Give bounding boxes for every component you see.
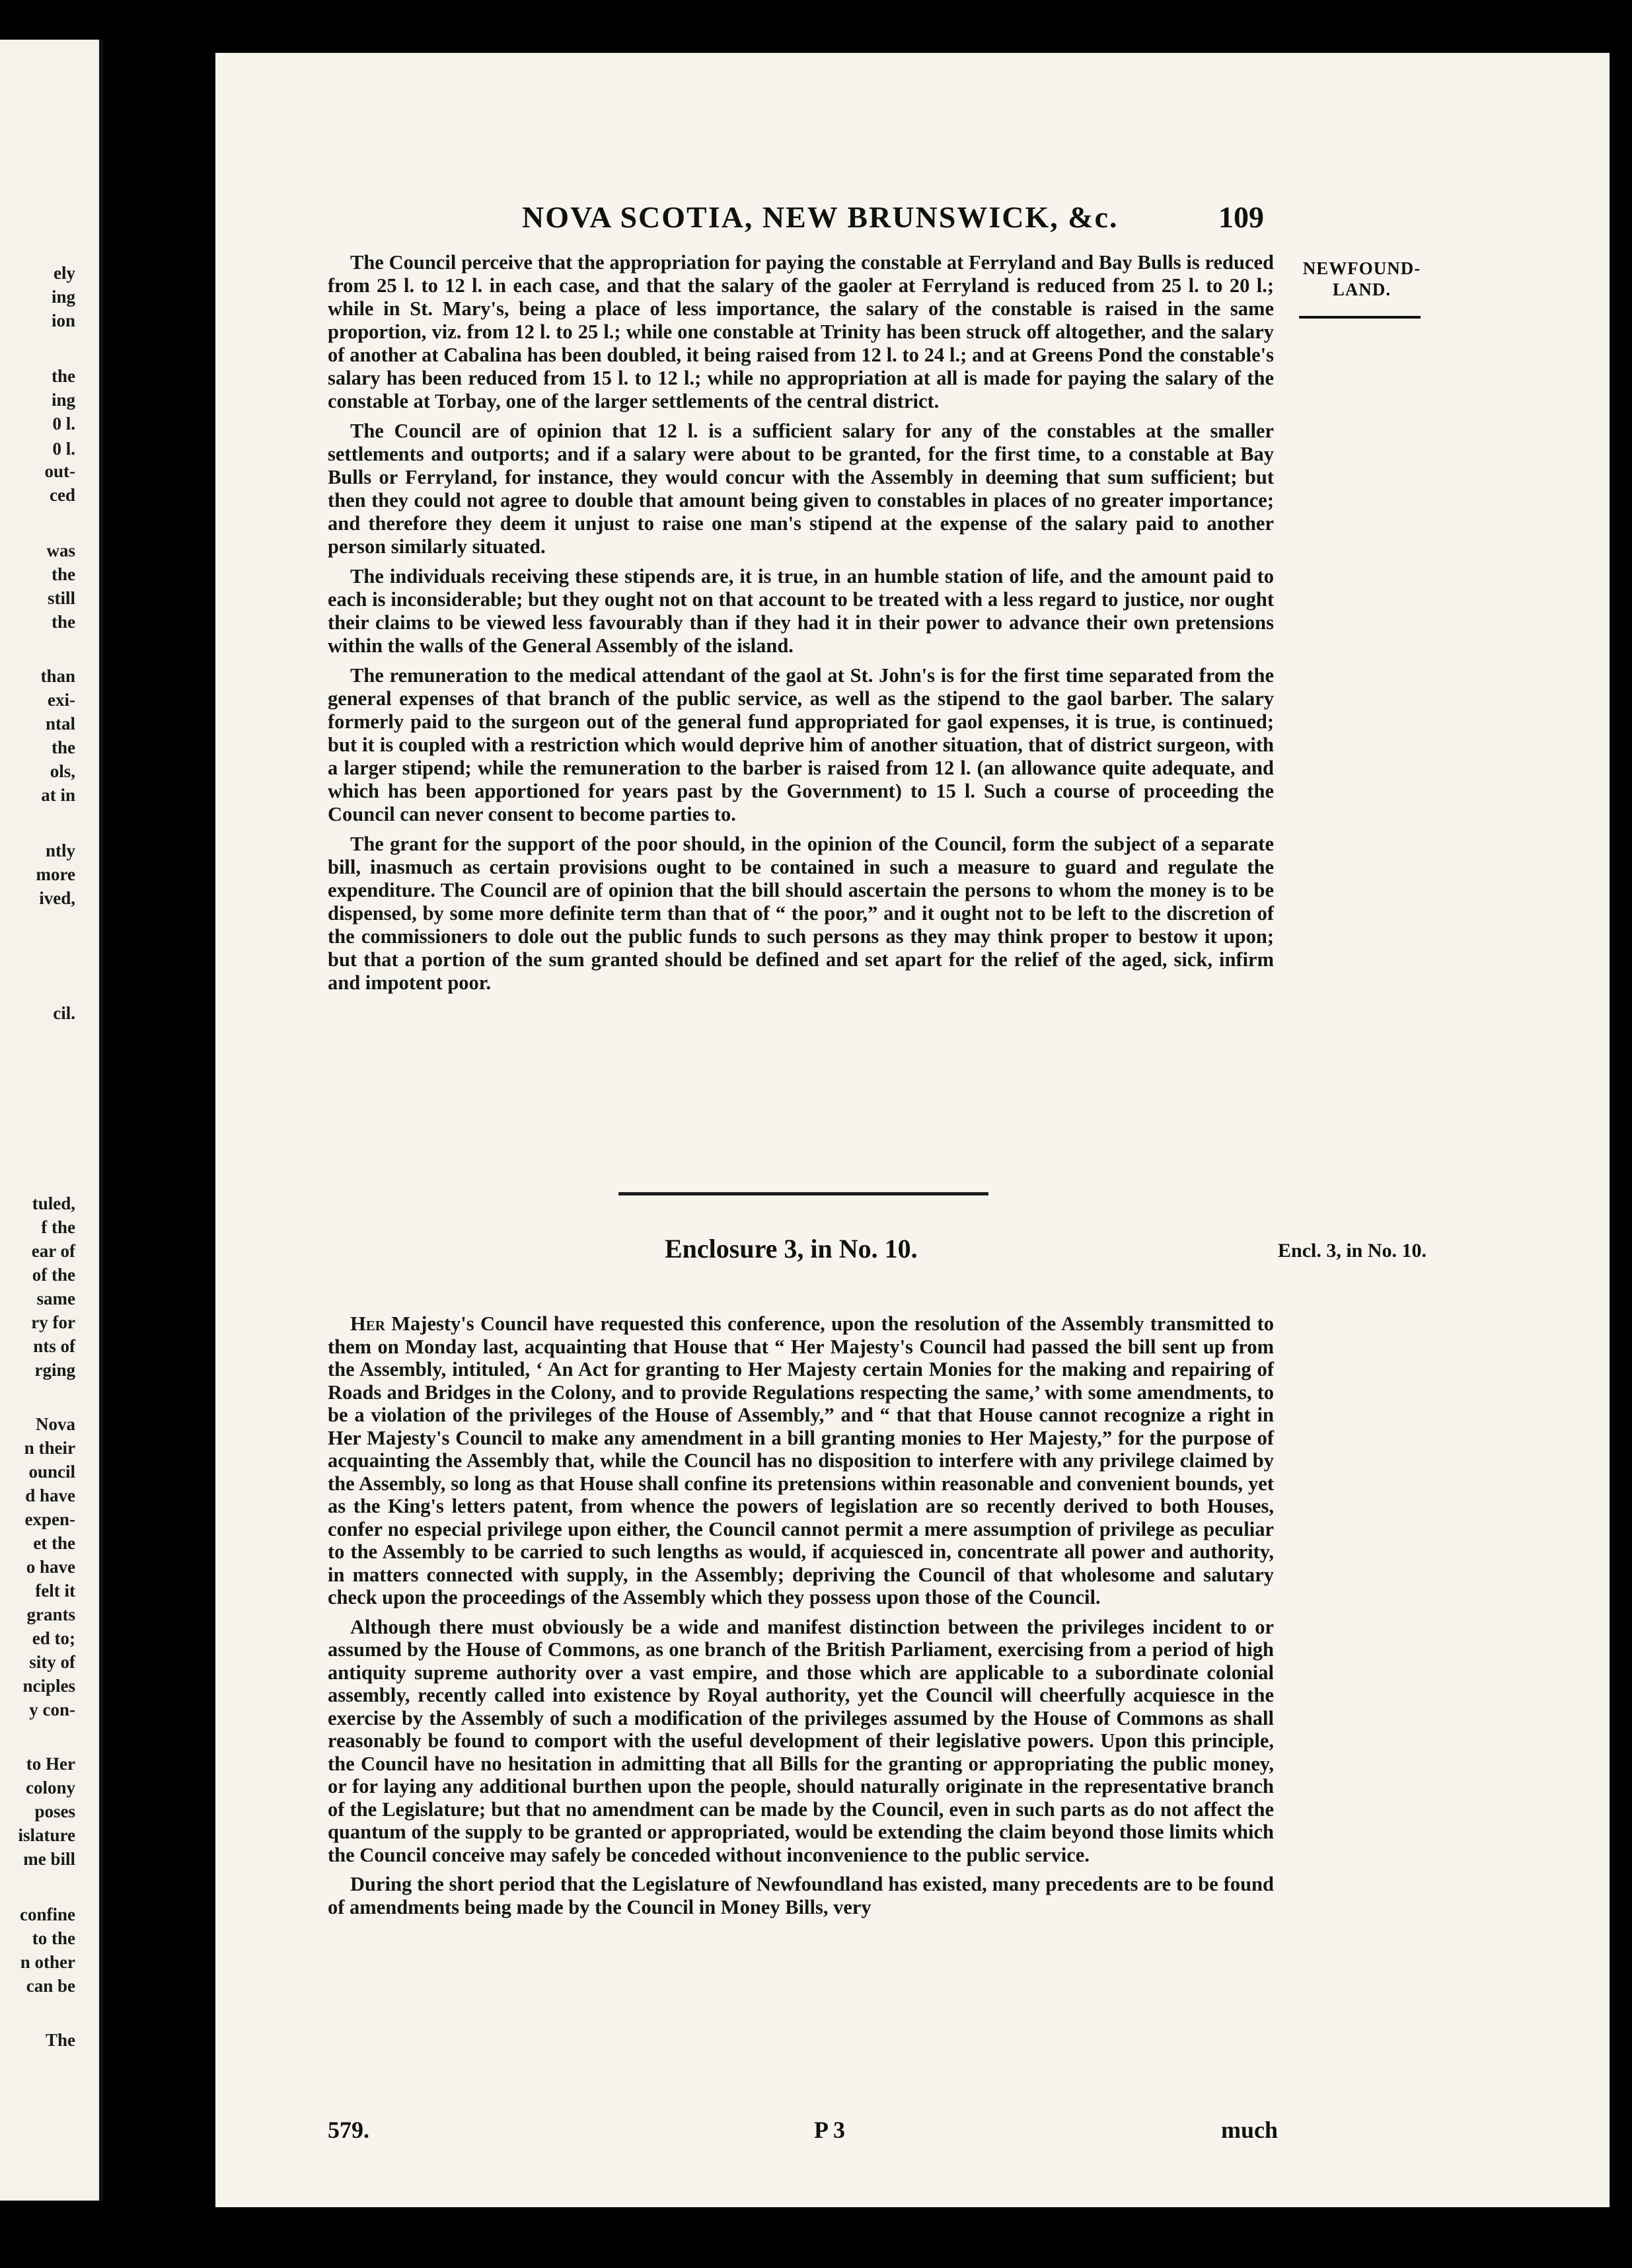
- adjacent-page-line: d have: [25, 1486, 75, 1505]
- adjacent-page-line: ion: [51, 311, 75, 330]
- adjacent-page-line: ely: [54, 263, 75, 283]
- paragraph: The remuneration to the medical attendant of the gaol at St. John's is for the first time separated from the general expenses of that branch of the public service, as well as the stipend to the gaol barber. The salary formerly paid to the surgeon out of the general fund appropriated for gaol expenses, it is true, is continued; but it is coupled with a restriction which would deprive him of another situation, that of district surgeon, with a larger stipend; while the remuneration to the barber is raised from 12 l. (an allowance quite adequate, and which has been apportioned for years past by the Government) to 15 l. Such a course of proceeding the Council can never consent to become parties to.: [328, 664, 1274, 825]
- adjacent-page-line: grants: [26, 1605, 75, 1624]
- adjacent-page-line: sity of: [29, 1652, 75, 1672]
- catchword: much: [1221, 2117, 1279, 2143]
- adjacent-page-line: of the: [32, 1265, 75, 1285]
- adjacent-page-line: colony: [25, 1778, 75, 1797]
- adjacent-page-line: n their: [24, 1438, 75, 1458]
- margin-label-rule: [1299, 316, 1421, 319]
- adjacent-page-fragment: [0, 40, 103, 2201]
- adjacent-page-line: out-: [44, 461, 75, 481]
- adjacent-page-line: exi-: [48, 690, 75, 710]
- paragraph-text: Majesty's Council have requested this conference, upon the resolution of the Assembly transmitted to them on Monday last, acquainting that House that “ Her Majesty's Council had passed the bill sent up from the Assembly, intituled, ‘ An Act for granting to Her Majesty certain Monies for the making and repairing of Roads and Bridges in the Colony, and to provide Regulations respecting the same,’ with some amendments, to be a violation of the privileges of the House of Assembly,” and “ that that House cannot recognize a right in Her Majesty's Council to make any amendment in a bill granting monies to Her Majesty,” for the purpose of acquainting the Assembly that, while the Council has no disposition to interfere with any privilege claimed by the Assembly, so long as that House shall confine its pretensions within reasonable and convenient bounds, yet as the King's letters patent, from whence the powers of legislation are so recently derived to both Houses, confer no especial privilege upon either, the Council cannot permit a mere assumption of privilege as peculiar to the Assembly to be carried to such lengths as would, if acquiesced in, concentrate all power and authority, in matters connected with supply, in the Assembly; depriving the Council of that wholesome and salutary check upon the proceedings of the Assembly which they possess upon those of the Council.: [328, 1312, 1274, 1608]
- adjacent-page-line: the: [52, 612, 75, 632]
- adjacent-page-line: nciples: [22, 1676, 75, 1696]
- adjacent-page-line: ing: [51, 287, 75, 307]
- council-objections-section: [328, 251, 1274, 1001]
- adjacent-page-line: confine: [20, 1905, 75, 1924]
- page-header: [215, 200, 1610, 239]
- adjacent-page-line: islature: [18, 1825, 75, 1845]
- running-title: NOVA SCOTIA, NEW BRUNSWICK, &c.: [522, 200, 1119, 234]
- adjacent-page-line: the: [52, 366, 75, 386]
- document-number: 579.: [328, 2117, 369, 2143]
- adjacent-page-line: ols,: [50, 761, 75, 781]
- margin-label-newfoundland: [1286, 258, 1438, 301]
- paragraph: The Council perceive that the appropriation for paying the constable at Ferryland and Bay Bulls is reduced from 25 l. to 12 l. in each case, and that the salary of the gaoler at Ferryland is reduced from 25 l. to 20 l.; while in St. Mary's, being a place of less importance, the salary of the constable is raised in the same proportion, viz. from 12 l. to 25 l.; while one constable at Trinity has been struck off altogether, and the salary of another at Cabalina has been doubled, it being raised from 12 l. to 24 l.; and at Greens Pond the constable's salary has been reduced from 15 l. to 12 l.; while no appropriation at all is made for paying the salary of the constable at Torbay, one of the larger settlements of the central district.: [328, 251, 1274, 412]
- adjacent-page-line: felt it: [35, 1581, 75, 1601]
- paragraph: During the short period that the Legislature of Newfoundland has existed, many precedents are to be found of amendments being made by the Council in Money Bills, very: [328, 1873, 1274, 1918]
- adjacent-page-line: at in: [41, 785, 75, 805]
- page-number: 109: [1218, 200, 1264, 234]
- adjacent-page-line: The: [45, 2030, 75, 2050]
- adjacent-page-line: y con-: [29, 1700, 75, 1720]
- adjacent-page-line: same: [36, 1289, 75, 1308]
- adjacent-page-line: the: [52, 564, 75, 584]
- paragraph: The individuals receiving these stipends are, it is true, in an humble station of life, and the amount paid to each is inconsiderable; but they ought not on that account to be treated with a less regard to justice, nor ought their claims to be viewed less favourably than if they had it in their power to advance their own pretensions within the walls of the General Assembly of the island.: [328, 565, 1274, 657]
- adjacent-page-line: 0 l.: [52, 414, 75, 434]
- adjacent-page-line: ouncil: [28, 1462, 75, 1482]
- signature-mark: P 3: [814, 2117, 846, 2143]
- enclosure-heading: Enclosure 3, in No. 10.: [665, 1234, 918, 1264]
- adjacent-page-line: ed to;: [32, 1628, 75, 1648]
- margin-label-line: NEWFOUND-: [1302, 258, 1421, 278]
- paragraph: [328, 1312, 1274, 1609]
- adjacent-page-line: n other: [20, 1952, 75, 1972]
- margin-label-line: LAND.: [1332, 280, 1391, 300]
- page-footer: [215, 2116, 1610, 2149]
- adjacent-page-line: more: [36, 864, 75, 884]
- adjacent-page-line: to Her: [26, 1754, 75, 1774]
- paragraph: The Council are of opinion that 12 l. is a sufficient salary for any of the constables at the smaller settlements and outports; and if a salary were about to be granted, for the first time, to a constable at Bay Bulls or Ferryland, for instance, they would concur with the Assembly in deeming that sum sufficient; but then they could not agree to double that amount being given to constables in places of no greater importance; and therefore they deem it unjust to raise one man's stipend at the expense of the salary paid to another person similarly situated.: [328, 420, 1274, 558]
- adjacent-page-line: was: [46, 541, 75, 560]
- adjacent-page-line: 0 l.: [52, 439, 75, 459]
- adjacent-page-line: tuled,: [32, 1193, 75, 1213]
- adjacent-page-line: can be: [26, 1976, 75, 1996]
- adjacent-page-line: to the: [32, 1928, 75, 1948]
- adjacent-page-line: ntal: [45, 714, 75, 734]
- adjacent-page-line: still: [47, 588, 75, 608]
- adjacent-page-line: me bill: [23, 1849, 75, 1869]
- adjacent-page-line: ntly: [45, 841, 75, 860]
- adjacent-page-line: nts of: [33, 1336, 75, 1356]
- document-page: [215, 53, 1610, 2207]
- adjacent-page-line: rging: [34, 1360, 75, 1380]
- enclosure-margin-note: Encl. 3, in No. 10.: [1278, 1240, 1427, 1262]
- adjacent-page-line: ry for: [31, 1312, 75, 1332]
- adjacent-page-line: expen-: [24, 1509, 75, 1529]
- adjacent-page-line: ived,: [39, 888, 75, 908]
- lead-word: Her: [350, 1312, 385, 1335]
- adjacent-page-line: than: [40, 666, 75, 686]
- adjacent-page-line: f the: [41, 1217, 75, 1237]
- paragraph: The grant for the support of the poor should, in the opinion of the Council, form the subject of a separate bill, inasmuch as certain provisions ought to be contained in such a measure to guard and regulate the expenditure. The Council are of opinion that the bill should ascertain the persons to whom the money is to be dispensed, by some more definite term than that of “ the poor,” and it ought not to be left to the discretion of the commissioners to dole out the public funds to such persons as they may think proper to bestow it upon; but that a portion of the sum granted should be defined and set apart for the relief of the aged, sick, infirm and impotent poor.: [328, 833, 1274, 994]
- adjacent-page-line: et the: [33, 1533, 75, 1553]
- section-divider: [618, 1192, 988, 1195]
- adjacent-page-line: ing: [51, 390, 75, 410]
- paragraph: Although there must obviously be a wide and manifest distinction between the privileges incident to or assumed by the House of Commons, as one branch of the British Parliament, exercising from a period of high antiquity supreme authority over a vast empire, and those which are applicable to a subordinate colonial assembly, recently called into existence by Royal authority, yet the Council will cheerfully acquiesce in the exercise by the Assembly of such a modification of the privileges assumed by the House of Commons as shall reasonably be found to comport with the useful development of their legislative powers. Upon this principle, the Council have no hesitation in admitting that all Bills for the granting or appropriating the public money, or for laying any additional burthen upon the people, should naturally originate in the representative branch of the Legislature; but that no amendment can be made by the Council, even in such parts as do not affect the quantum of the supply to be granted or appropriated, would be extending the claim beyond those limits which the Council conceive may safely be conceded without inconvenience to the public service.: [328, 1615, 1274, 1866]
- adjacent-page-line: poses: [34, 1801, 75, 1821]
- adjacent-page-line: ear of: [31, 1241, 75, 1261]
- adjacent-page-line: ced: [50, 485, 75, 505]
- adjacent-page-line: the: [52, 737, 75, 757]
- enclosure-body: [328, 1312, 1274, 1925]
- adjacent-page-line: Nova: [36, 1414, 75, 1434]
- adjacent-page-line: o have: [26, 1557, 75, 1577]
- adjacent-page-line: cil.: [53, 1003, 75, 1023]
